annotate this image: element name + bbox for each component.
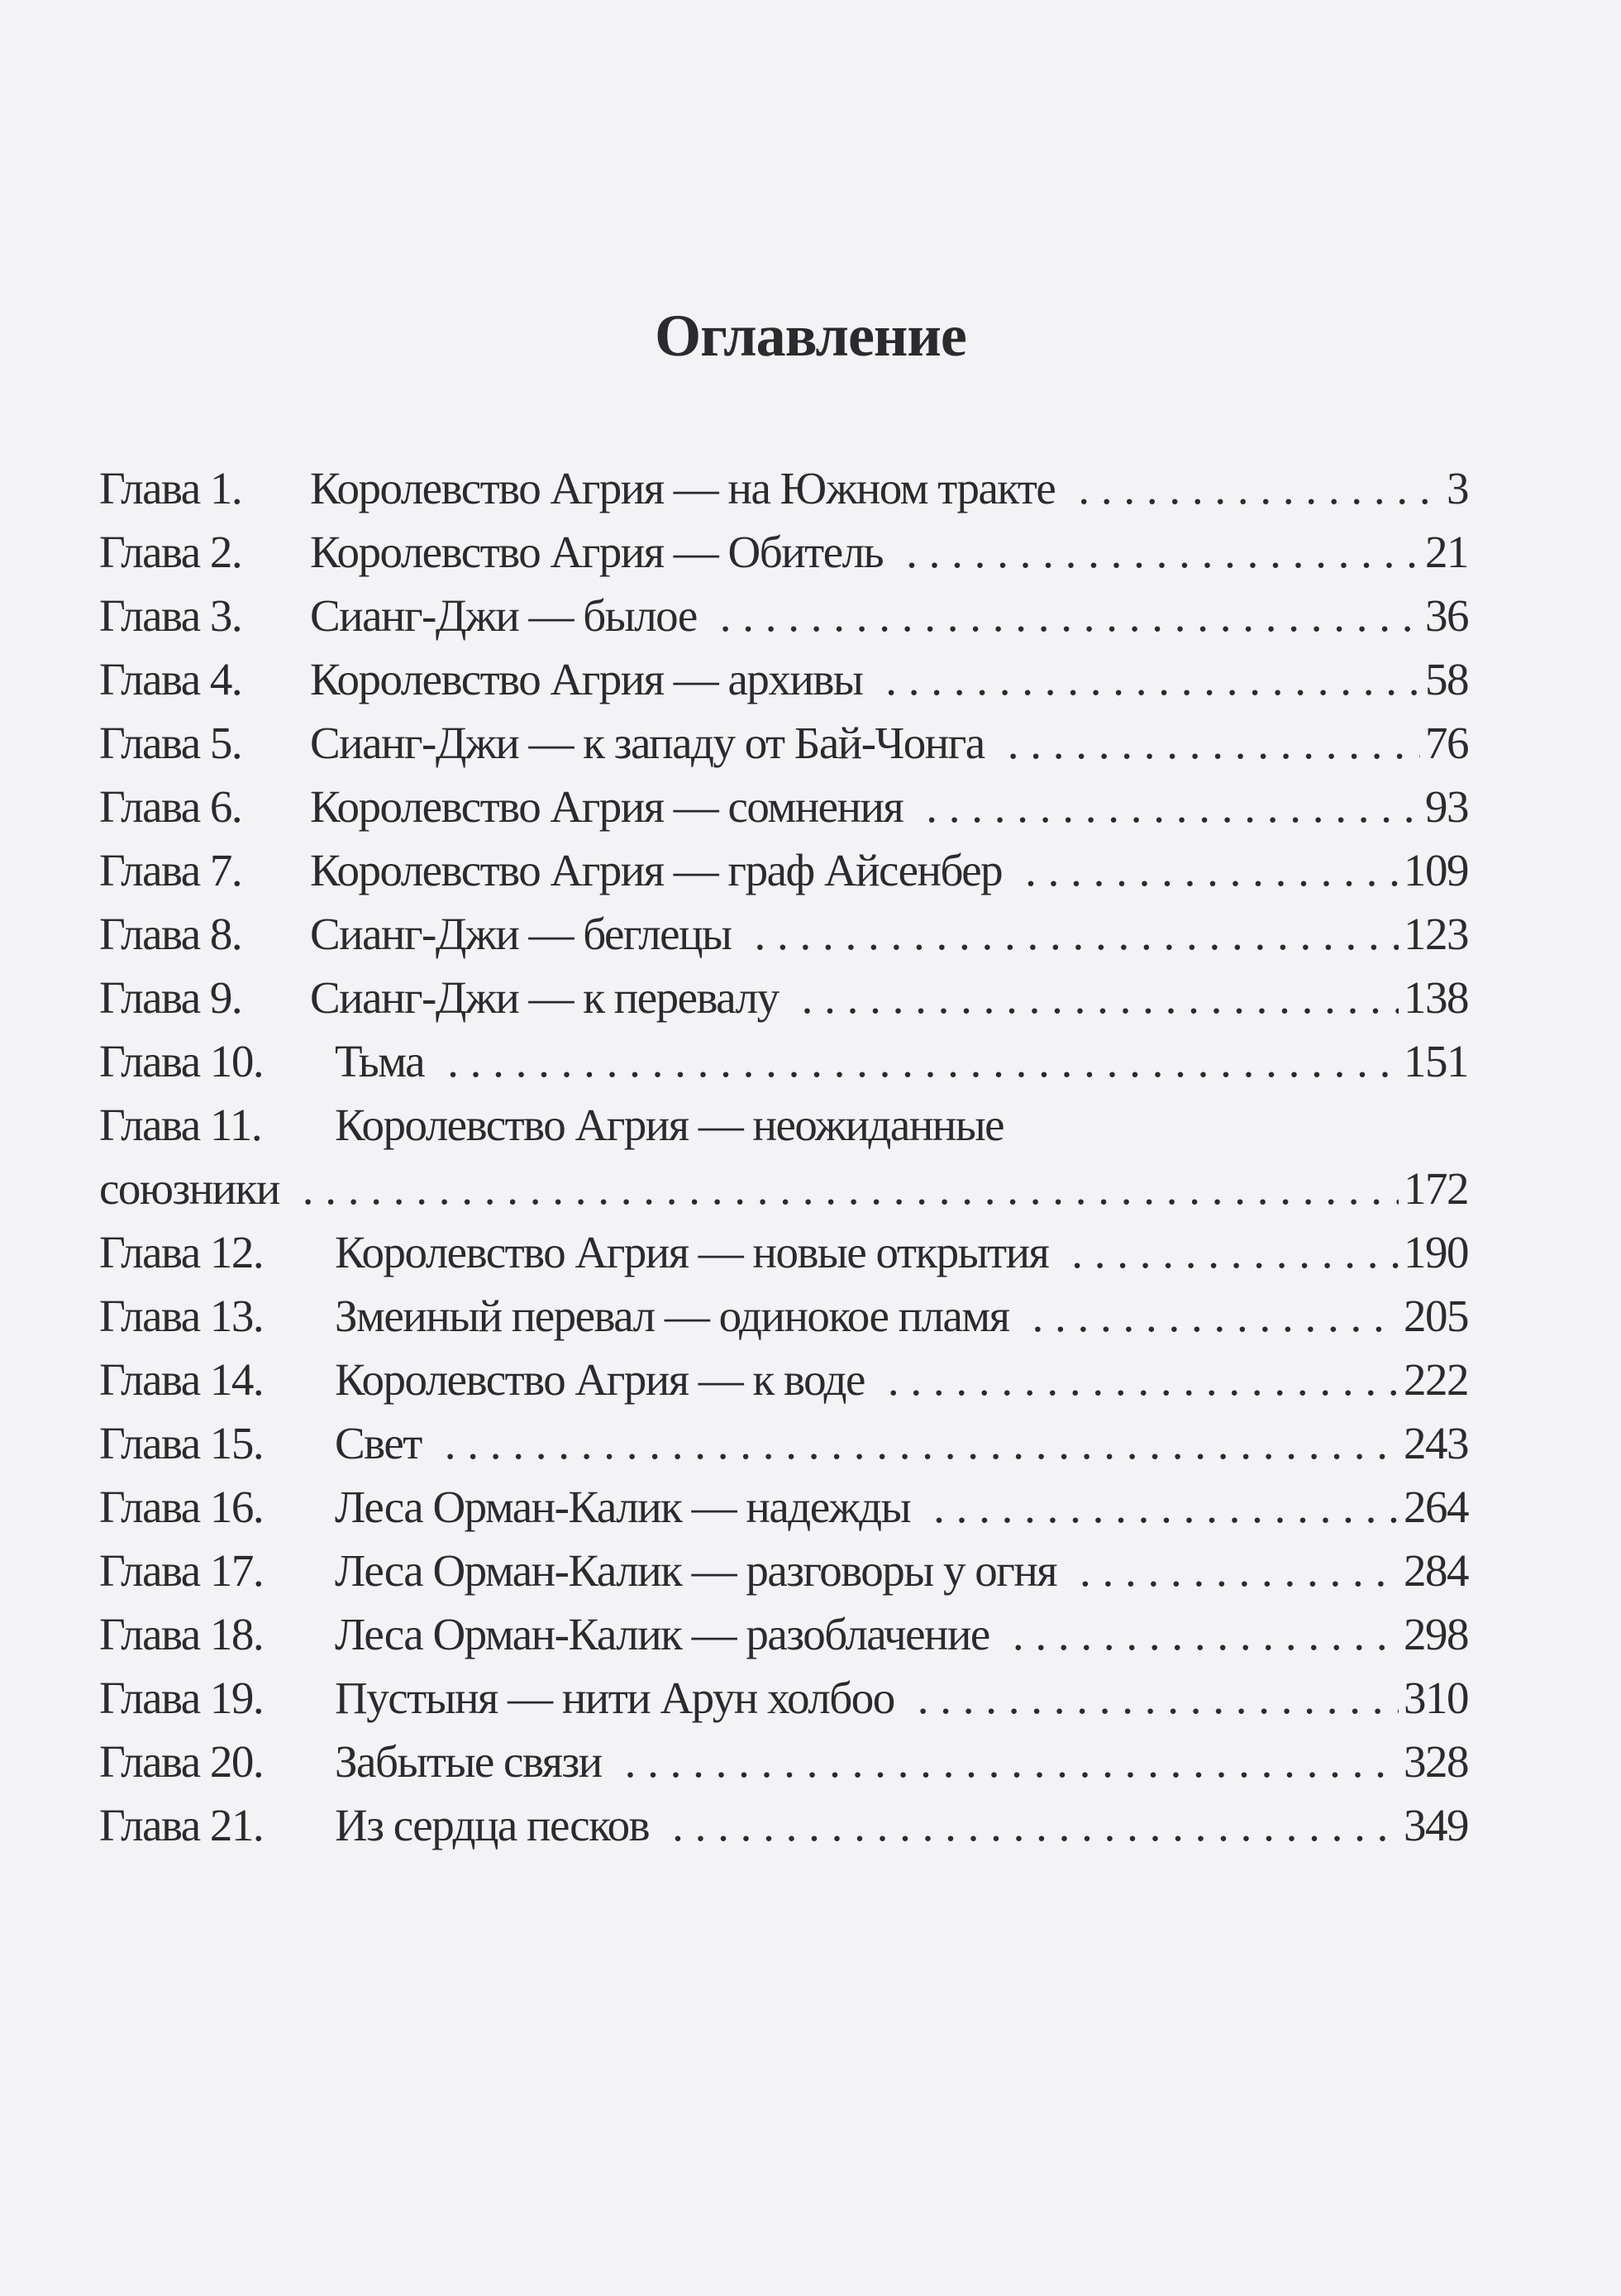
chapter-label: Глава 3. — [99, 590, 242, 641]
chapter-label: Глава 21. — [99, 1800, 264, 1850]
chapter-label: Глава 8. — [99, 909, 242, 959]
dot-leader — [1078, 456, 1442, 520]
dot-leader — [445, 1411, 1399, 1475]
toc-entry[interactable] — [99, 838, 1468, 902]
page-number: 138 — [1404, 972, 1468, 1023]
chapter-label: Глава 17. — [99, 1545, 264, 1596]
chapter-title: Королевство Агрия — граф Айсенбер — [310, 845, 1003, 895]
page-number: 3 — [1447, 463, 1468, 513]
chapter-label: Глава 9. — [99, 972, 242, 1023]
chapter-title: Королевство Агрия — на Южном тракте — [310, 463, 1056, 513]
toc-entry[interactable] — [99, 456, 1468, 520]
dot-leader — [720, 584, 1420, 647]
chapter-title: Тьма — [335, 1036, 425, 1086]
page-number: 310 — [1404, 1673, 1468, 1723]
dot-leader — [1013, 1602, 1399, 1666]
dot-leader — [1071, 1220, 1399, 1284]
page-number: 36 — [1425, 590, 1468, 641]
chapter-label: Глава 10. — [99, 1036, 264, 1086]
chapter-label: Глава 1. — [99, 463, 242, 513]
chapter-title: Сианг-Джи — к западу от Бай-Чонга — [310, 718, 985, 768]
chapter-title: Королевство Агрия — неожиданные — [335, 1100, 1004, 1150]
dot-leader — [906, 520, 1420, 584]
chapter-title: Королевство Агрия — Обитель — [310, 527, 884, 577]
page-title: Оглавление — [655, 303, 966, 369]
dot-leader — [1025, 838, 1399, 902]
chapter-title: Забытые связи — [335, 1736, 602, 1787]
chapter-label: Глава 4. — [99, 654, 242, 704]
toc-entry[interactable] — [99, 647, 1468, 711]
page-number: 151 — [1404, 1036, 1468, 1086]
dot-leader — [926, 775, 1420, 838]
dot-leader — [1080, 1539, 1399, 1602]
chapter-label: Глава 7. — [99, 845, 242, 895]
chapter-title: Сианг-Джи — былое — [310, 590, 697, 641]
chapter-label: Глава 16. — [99, 1482, 264, 1532]
page-number: 21 — [1425, 527, 1468, 577]
chapter-title: Леса Орман-Калик — надежды — [335, 1482, 911, 1532]
dot-leader — [447, 1029, 1399, 1093]
chapter-label: Глава 14. — [99, 1354, 264, 1405]
toc-entry[interactable] — [99, 1411, 1468, 1475]
chapter-label: Глава 11. — [99, 1100, 262, 1150]
page-number: 284 — [1404, 1545, 1468, 1596]
chapter-title: Королевство Агрия — архивы — [310, 654, 863, 704]
dot-leader — [802, 966, 1399, 1029]
chapter-title: Леса Орман-Калик — разоблачение — [335, 1609, 989, 1659]
chapter-label: Глава 20. — [99, 1736, 264, 1787]
chapter-title-continuation: союзники — [99, 1163, 279, 1214]
toc-entry[interactable] — [99, 1475, 1468, 1539]
toc-entry[interactable] — [99, 1602, 1468, 1666]
chapter-title: Из сердца песков — [335, 1800, 650, 1850]
dot-leader — [888, 1348, 1399, 1411]
toc-entry[interactable] — [99, 1793, 1468, 1857]
table-of-contents — [99, 456, 1468, 1857]
page-number: 328 — [1404, 1736, 1468, 1787]
dot-leader — [303, 1157, 1399, 1220]
dot-leader — [933, 1475, 1399, 1539]
page-number: 205 — [1404, 1291, 1468, 1341]
page-number: 58 — [1425, 654, 1468, 704]
chapter-label: Глава 6. — [99, 781, 242, 832]
chapter-label: Глава 15. — [99, 1418, 264, 1468]
page-number: 190 — [1404, 1227, 1468, 1277]
toc-entry[interactable] — [99, 1348, 1468, 1411]
toc-entry[interactable] — [99, 1730, 1468, 1793]
chapter-label: Глава 18. — [99, 1609, 264, 1659]
page-number: 264 — [1404, 1482, 1468, 1532]
toc-entry[interactable] — [99, 966, 1468, 1029]
chapter-label: Глава 12. — [99, 1227, 264, 1277]
toc-entry[interactable] — [99, 1093, 1468, 1157]
dot-leader — [754, 902, 1399, 966]
chapter-title: Змеиный перевал — одинокое пламя — [335, 1291, 1009, 1341]
dot-leader — [1008, 711, 1420, 775]
toc-entry[interactable] — [99, 584, 1468, 647]
page-number: 222 — [1404, 1354, 1468, 1405]
toc-entry-continuation[interactable] — [99, 1157, 1468, 1220]
toc-entry[interactable] — [99, 711, 1468, 775]
dot-leader — [672, 1793, 1399, 1857]
toc-entry[interactable] — [99, 520, 1468, 584]
page-number: 349 — [1404, 1800, 1468, 1850]
chapter-title: Королевство Агрия — новые открытия — [335, 1227, 1049, 1277]
toc-entry[interactable] — [99, 1284, 1468, 1348]
chapter-label: Глава 13. — [99, 1291, 264, 1341]
toc-entry[interactable] — [99, 775, 1468, 838]
chapter-label: Глава 19. — [99, 1673, 264, 1723]
dot-leader — [1032, 1284, 1399, 1348]
toc-entry[interactable] — [99, 1539, 1468, 1602]
chapter-label: Глава 2. — [99, 527, 242, 577]
dot-leader — [918, 1666, 1399, 1730]
page-number: 76 — [1425, 718, 1468, 768]
toc-entry[interactable] — [99, 1029, 1468, 1093]
page-number: 123 — [1404, 909, 1468, 959]
page-number: 243 — [1404, 1418, 1468, 1468]
chapter-title: Королевство Агрия — сомнения — [310, 781, 903, 832]
chapter-title: Сианг-Джи — беглецы — [310, 909, 732, 959]
dot-leader — [885, 647, 1420, 711]
toc-entry[interactable] — [99, 1666, 1468, 1730]
chapter-label: Глава 5. — [99, 718, 242, 768]
page-number: 93 — [1425, 781, 1468, 832]
page-number: 172 — [1404, 1163, 1468, 1214]
page-number: 109 — [1404, 845, 1468, 895]
chapter-title: Королевство Агрия — к воде — [335, 1354, 865, 1405]
toc-entry[interactable] — [99, 1220, 1468, 1284]
chapter-title: Леса Орман-Калик — разговоры у огня — [335, 1545, 1057, 1596]
page-number: 298 — [1404, 1609, 1468, 1659]
dot-leader — [625, 1730, 1399, 1793]
chapter-title: Пустыня — нити Арун холбоо — [335, 1673, 894, 1723]
chapter-title: Свет — [335, 1418, 422, 1468]
toc-entry[interactable] — [99, 902, 1468, 966]
chapter-title: Сианг-Джи — к перевалу — [310, 972, 779, 1023]
